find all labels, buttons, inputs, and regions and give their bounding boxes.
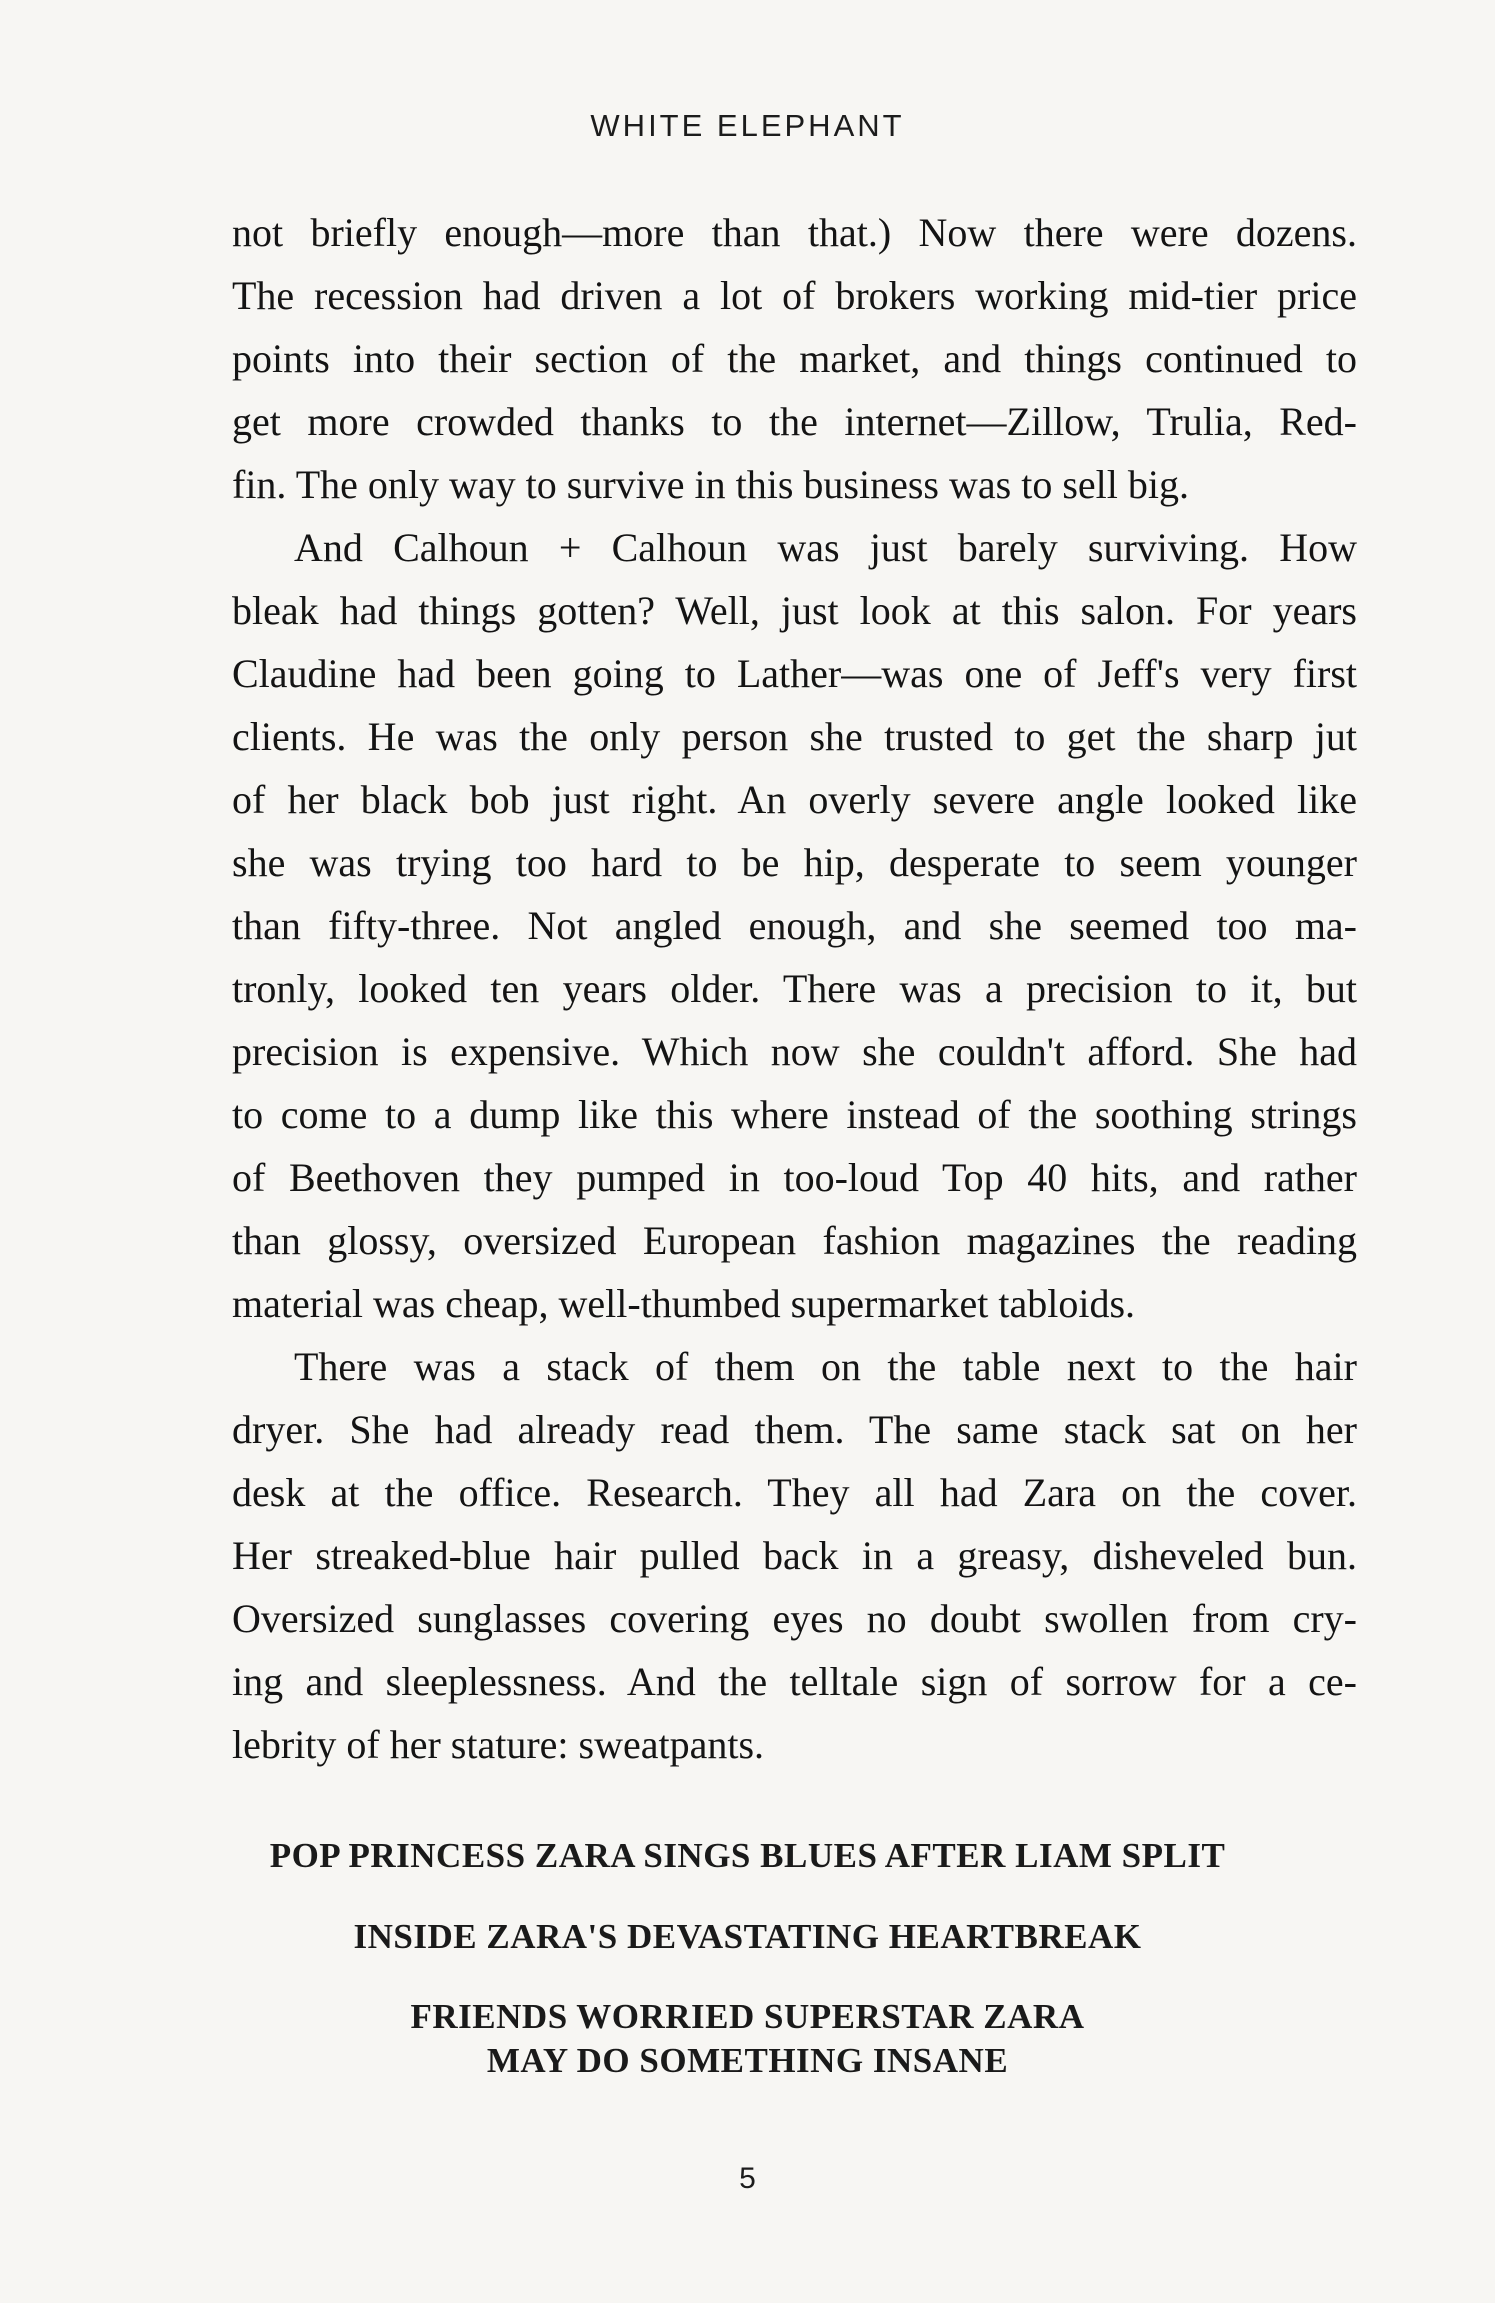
paragraph-2 bbox=[232, 516, 1357, 1335]
text-line: tronly, looked ten years older. There was a precision to it, but bbox=[232, 966, 1357, 1011]
text-line: points into their section of the market, and things continued to bbox=[232, 336, 1357, 381]
text-line: get more crowded thanks to the internet—Zillow, Trulia, Red- bbox=[232, 399, 1357, 444]
text-line: lebrity of her stature: sweatpants. bbox=[232, 1722, 765, 1767]
text-line: dryer. She had already read them. The same stack sat on her bbox=[232, 1407, 1357, 1452]
tabloid-headline-1 bbox=[0, 1834, 1495, 1878]
text-line: than fifty-three. Not angled enough, and she seemed too ma- bbox=[232, 903, 1357, 948]
text-line: And Calhoun + Calhoun was just barely surviving. How bbox=[294, 525, 1357, 570]
text-line: of her black bob just right. An overly severe angle looked like bbox=[232, 777, 1357, 822]
headline-line: MAY DO SOMETHING INSANE bbox=[486, 2041, 1009, 2080]
headline-line: POP PRINCESS ZARA SINGS BLUES AFTER LIAM SPLIT bbox=[269, 1836, 1226, 1875]
body-text bbox=[232, 201, 1357, 1776]
paragraph-1 bbox=[232, 201, 1357, 516]
text-line: The recession had driven a lot of brokers working mid-tier price bbox=[232, 273, 1357, 318]
headline-line: FRIENDS WORRIED SUPERSTAR ZARA bbox=[410, 1997, 1085, 2036]
text-line: clients. He was the only person she trusted to get the sharp jut bbox=[232, 714, 1357, 759]
text-line: material was cheap, well-thumbed supermarket tabloids. bbox=[232, 1281, 1136, 1326]
headline-line: INSIDE ZARA'S DEVASTATING HEARTBREAK bbox=[353, 1917, 1142, 1956]
text-line: precision is expensive. Which now she couldn't afford. She had bbox=[232, 1029, 1357, 1074]
text-line: bleak had things gotten? Well, just look at this salon. For years bbox=[232, 588, 1357, 633]
text-line: she was trying too hard to be hip, desperate to seem younger bbox=[232, 840, 1357, 885]
text-line: Oversized sunglasses covering eyes no doubt swollen from cry- bbox=[232, 1596, 1357, 1641]
text-line: desk at the office. Research. They all had Zara on the cover. bbox=[232, 1470, 1357, 1515]
text-line: Her streaked-blue hair pulled back in a greasy, disheveled bun. bbox=[232, 1533, 1357, 1578]
text-line: ing and sleeplessness. And the telltale sign of sorrow for a ce- bbox=[232, 1659, 1357, 1704]
text-line: not briefly enough—more than that.) Now there were dozens. bbox=[232, 210, 1357, 255]
text-line: fin. The only way to survive in this business was to sell big. bbox=[232, 462, 1189, 507]
tabloid-headline-3 bbox=[0, 1995, 1495, 2083]
page-number: 5 bbox=[739, 2162, 756, 2195]
running-head: WHITE ELEPHANT bbox=[590, 108, 905, 143]
paragraph-3 bbox=[232, 1335, 1357, 1776]
text-line: Claudine had been going to Lather—was one of Jeff's very first bbox=[232, 651, 1357, 696]
text-line: to come to a dump like this where instead of the soothing strings bbox=[232, 1092, 1357, 1137]
text-line: than glossy, oversized European fashion magazines the reading bbox=[232, 1218, 1357, 1263]
text-line: of Beethoven they pumped in too-loud Top 40 hits, and rather bbox=[232, 1155, 1357, 1200]
tabloid-headline-2 bbox=[0, 1915, 1495, 1959]
text-line: There was a stack of them on the table next to the hair bbox=[294, 1344, 1357, 1389]
